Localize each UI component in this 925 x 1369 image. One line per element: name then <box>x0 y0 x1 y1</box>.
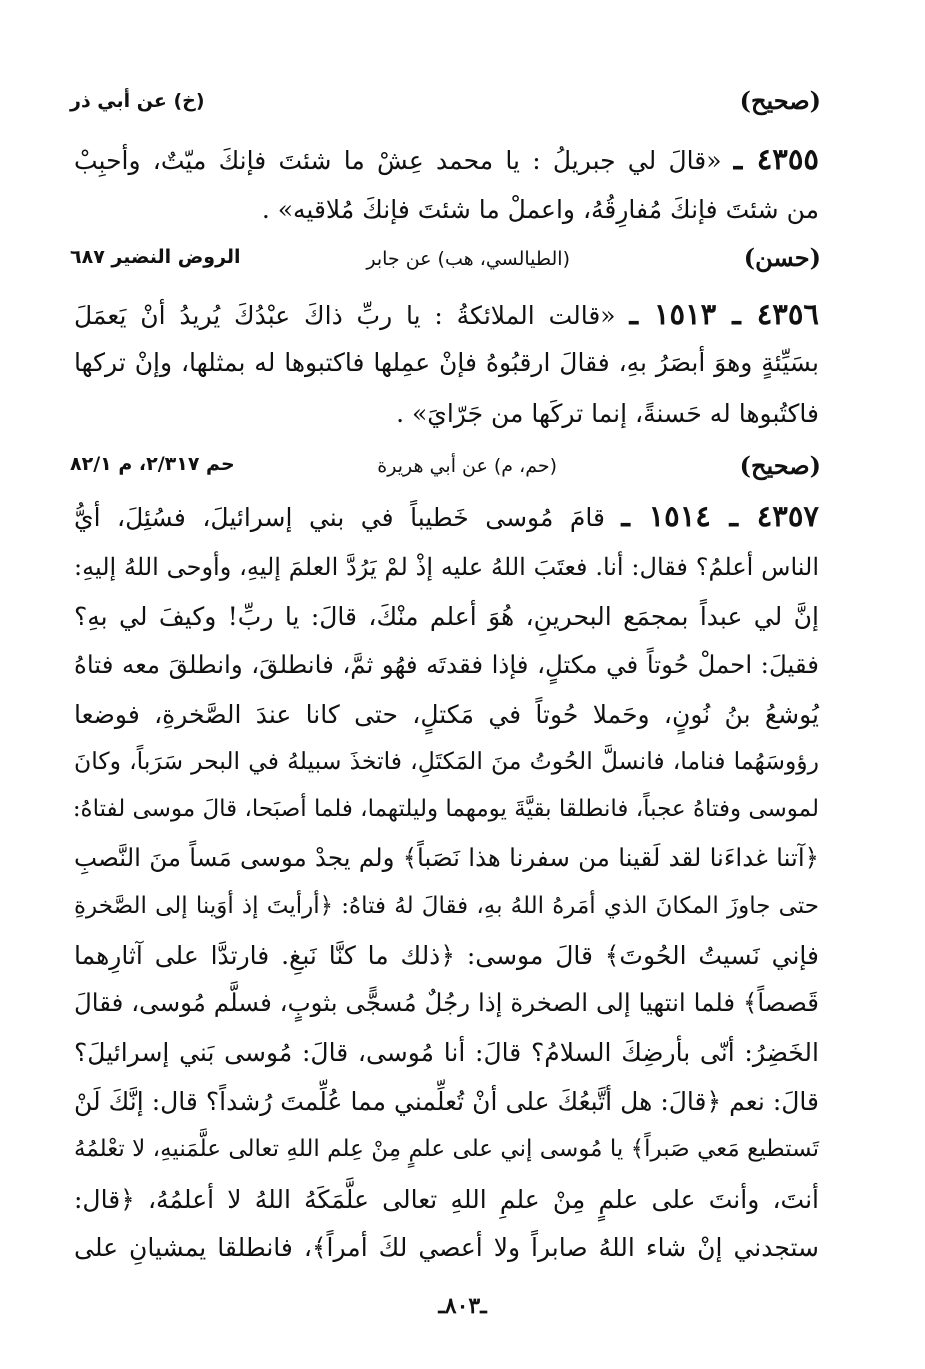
source-citation: (حم، م) عن أبي هريرة <box>377 455 557 477</box>
hadith-4355-line-1 <box>74 142 820 176</box>
hadith-text: قامَ مُوسى خَطيباً في بني إسرائيلَ، فسُئِلَ، أيُّ <box>74 503 605 532</box>
reference-citation: الروض النضير ٦٨٧ <box>70 246 241 268</box>
hadith-4357-line-7: لموسى وفتاهُ عجباً، فانطلقا بقيَّةَ يومهما وليلتهما، فلما أصبَحا، قالَ موسى لفتاهُ: <box>72 796 819 822</box>
hadith-4357-line-15: أنتَ، وأنتَ على علمٍ مِنْ علمِ اللهِ تعالى علَّمَكَهُ اللهُ لا أعلمُهُ، ﴿قال: <box>74 1185 819 1214</box>
hadith-4357-line-14: تَستطيع مَعي صَبراً﴾ يا مُوسى إني على علمٍ مِنْ عِلم اللهِ تعالى علَّمَنيهِ، لا تعْلمُهُ <box>74 1136 819 1162</box>
hadith-4357-line-4: فقيلَ: احملْ حُوتاً في مكتلٍ، فإذا فقدتَه فهُو ثمَّ، فانطلقَ، وانطلقَ معه فتاهُ <box>74 650 819 679</box>
hadith-4356-line-3: فاكتُبوها له حَسنةً، إنما تركَها من جَرّايَ» . <box>396 399 819 428</box>
hadith-4357-line-10: فإني نَسيتُ الحُوتَ﴾ قالَ موسى: ﴿ذلك ما كنَّا نَبغِ. فارتدَّا على آثارِهما <box>74 941 819 970</box>
source-citation: (الطيالسي، هب) عن جابر <box>366 248 570 270</box>
grade-label: (حسن) <box>743 243 821 272</box>
hadith-number: ٤٣٥٥ ـ <box>733 142 820 176</box>
hadith-text: «قالَ لي جبريلُ : يا محمد عِشْ ما شئتَ فإنكَ ميّتٌ، وأحبِبْ <box>74 146 722 175</box>
hadith-text: «قالت الملائكةُ : يا ربِّ ذاكَ عبْدُكَ يُريدُ أنْ يَعمَلَ <box>74 301 616 330</box>
source-citation: (خ) عن أبي ذر <box>70 90 205 112</box>
hadith-4357-line-12: الخَضِرُ: أنّى بأرضِكَ السلامُ؟ قالَ: أنا مُوسى، قالَ: مُوسى بَني إسرائيلَ؟ <box>74 1038 819 1067</box>
hadith-4357-line-5: يُوشعُ بنُ نُونٍ، وحَملا حُوتاً في مَكتلٍ، حتى كانا عندَ الصَّخرةِ، فوضعا <box>74 700 819 729</box>
grade-label: (صحيح) <box>739 86 821 115</box>
hadith-4357-line-9: حتى جاوزَ المكانَ الذي أمَرهُ اللهُ بهِ، فقالَ لهُ فتاهُ: ﴿أرأيتَ إذ أوَينا إلى الصَّخرةِ <box>74 893 819 919</box>
hadith-4357-line-13: قالَ: نعم ﴿قالَ: هل أتَّبعُكَ على أنْ تُعلِّمني مما عُلِّمتَ رُشداً؟ قال: إنَّكَ لَنْ <box>74 1087 819 1116</box>
hadith-4357-line-6: رؤوسَهُما فناما، فانسلَّ الحُوتُ منَ المَكتَلِ، فاتخذَ سبيلهُ في البحر سَرَباً، وكانَ <box>74 747 819 775</box>
hadith-4357-line-11: قَصصاً﴾ فلما انتهيا إلى الصخرة إذا رجُلٌ مُسجًّى بثوبٍ، فسلَّم مُوسى، فقالَ <box>74 988 819 1017</box>
reference-citation: حم ٢/٣١٧، م ٨٢/١ <box>70 453 235 475</box>
page-number: ـ٨٠٣ـ <box>438 1293 487 1319</box>
hadith-4356-line-1 <box>74 297 819 331</box>
hadith-4357-line-8: ﴿آتنا غداءَنا لقد لَقينا من سفرنا هذا نَصَباً﴾ ولم يجدْ موسى مَساً منَ النَّصبِ <box>74 843 819 872</box>
hadith-4357-line-3: إنَّ لي عبداً بمجمَع البحرينِ، هُوَ أعلم منْكَ، قالَ: يا ربِّ! وكيفَ لي بهِ؟ <box>74 602 819 631</box>
hadith-4357-line-1 <box>74 499 820 533</box>
hadith-4357-line-2: الناس أعلمُ؟ فقال: أنا. فعتَبَ اللهُ عليه إذْ لمْ يَرُدَّ العلمَ إليهِ، وأوحى اللهُ إليهِ: <box>74 553 819 581</box>
grade-label: (صحيح) <box>739 451 821 480</box>
hadith-4355-line-2: من شئتَ فإنكَ مُفارِقُهُ، واعملْ ما شئتَ فإنكَ مُلاقيه» . <box>261 195 819 224</box>
hadith-4357-line-16: ستجدني إنْ شاء اللهُ صابراً ولا أعصي لكَ أمراً﴾، فانطلقا يمشيانِ على <box>74 1233 819 1262</box>
hadith-number: ٤٣٥٧ ـ ١٥١٤ ـ <box>621 499 820 533</box>
hadith-4356-line-2: بسَيِّئةٍ وهوَ أبصَرُ بهِ، فقالَ ارقبُوهُ فإنْ عمِلها فاكتبوها له بمثلها، وإنْ تركها <box>74 348 819 377</box>
hadith-number: ٤٣٥٦ ـ ١٥١٣ ـ <box>629 297 819 331</box>
